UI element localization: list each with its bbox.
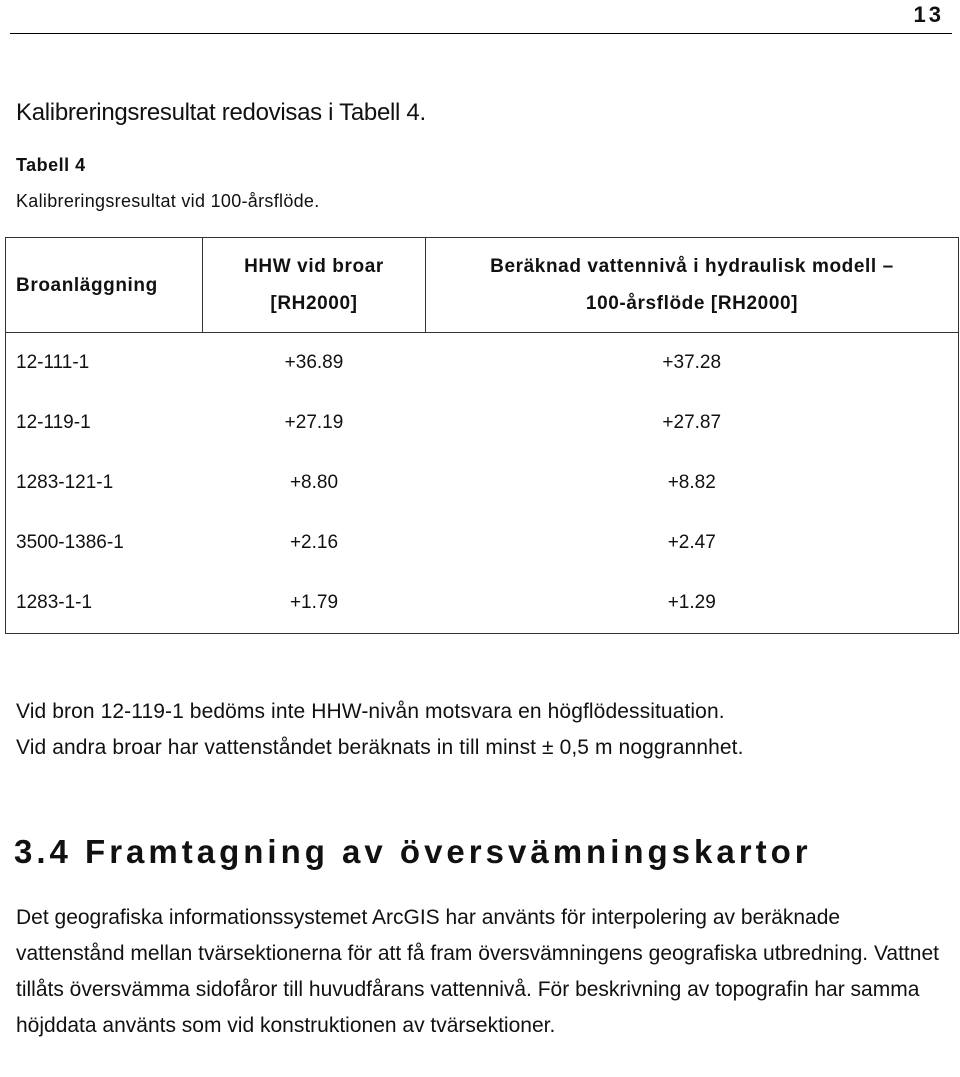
note-line: Vid bron 12-119-1 bedöms inte HHW-nivån motsvara en högflödessituation. xyxy=(16,700,725,723)
table-row xyxy=(6,333,959,394)
cell-model: +2.47 xyxy=(667,532,716,553)
cell-model: +27.87 xyxy=(662,412,722,433)
intro-text: Kalibreringsresultat redovisas i Tabell 4. xyxy=(16,99,426,126)
table-row xyxy=(6,393,959,453)
header-model-level xyxy=(426,238,959,333)
section-body: Det geografiska informationssystemet ArcGIS har använts för interpolering av beräknade vattenstånd mellan tvärsektionerna för att få fram översvämningens geografiska utbredning. Vattnet tillåts översvämma sidofåror till huvudfårans vattennivå. För beskrivning av topografin har samma höjddata använts som vid konstruktionen av tvärsektioner. xyxy=(16,906,939,1037)
table-caption: Kalibreringsresultat vid 100-årsflöde. xyxy=(16,191,320,211)
table-notes xyxy=(16,694,946,766)
header-hhw-line1: HHW vid broar xyxy=(244,256,384,277)
cell-bridge: 3500-1386-1 xyxy=(16,532,124,553)
table-row xyxy=(6,513,959,573)
cell-hhw: +8.80 xyxy=(289,472,339,493)
cell-bridge: 1283-1-1 xyxy=(16,592,93,613)
cell-hhw: +2.16 xyxy=(289,532,339,553)
cell-hhw: +27.19 xyxy=(284,412,344,433)
cell-bridge: 12-119-1 xyxy=(16,412,91,433)
cell-model: +37.28 xyxy=(662,352,722,373)
header-hhw-line2: [RH2000] xyxy=(270,293,358,314)
header-hhw xyxy=(203,238,426,333)
note-line: Vid andra broar har vattenståndet beräknats in till minst ± 0,5 m noggrannhet. xyxy=(16,736,744,759)
section-heading: 3.4 Framtagning av översvämningskartor xyxy=(14,833,812,870)
cell-bridge: 1283-121-1 xyxy=(16,472,114,493)
cell-hhw: +1.79 xyxy=(289,592,339,613)
header-model-line2: 100-årsflöde [RH2000] xyxy=(585,293,799,314)
header-bridge xyxy=(6,238,203,333)
cell-bridge: 12-111-1 xyxy=(16,352,90,373)
calibration-table xyxy=(5,237,959,634)
cell-model: +8.82 xyxy=(667,472,716,493)
header-rule xyxy=(10,33,952,34)
table-row xyxy=(6,573,959,634)
cell-hhw: +36.89 xyxy=(284,352,344,373)
table-row xyxy=(6,453,959,513)
header-bridge-label: Broanläggning xyxy=(16,274,158,296)
cell-model: +1.29 xyxy=(667,592,716,613)
table-header-row xyxy=(6,238,959,333)
page-number: 13 xyxy=(913,2,944,27)
table-label: Tabell 4 xyxy=(16,155,86,175)
header-model-line1: Beräknad vattennivå i hydraulisk modell – xyxy=(490,256,894,277)
